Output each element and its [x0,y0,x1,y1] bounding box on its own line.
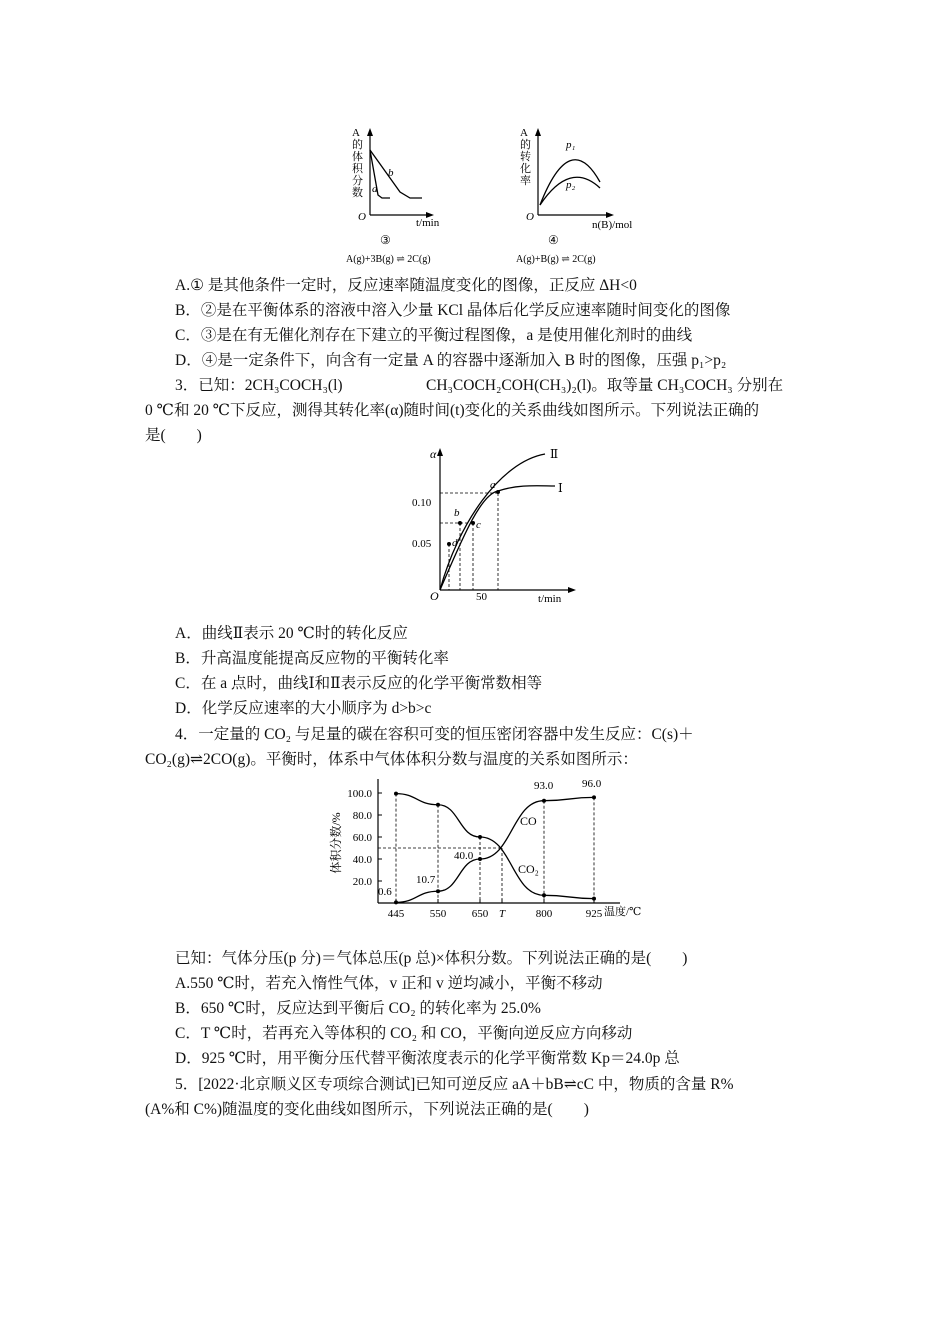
q4-ytick-4: 100.0 [347,788,372,800]
g3-xlabel: t/min [416,217,440,229]
q4-xtick-5: 925 [585,908,603,920]
q4-chart [320,775,660,925]
q3-option-d[interactable]: D．化学反应速率的大小顺序为 d>b>c [175,700,432,717]
q2-option-b[interactable]: B．②是在平衡体系的溶液中溶入少量 KCl 晶体后化学反应速率随时间变化的图像 [175,302,731,319]
q4-xlabel: 温度/℃ [604,906,642,918]
q3-label-c: c [476,519,481,531]
q4-label-40.0: 40.0 [454,850,474,862]
q4-label-0.6: 0.6 [378,886,392,898]
q3-stem-line3: 是( ) [145,427,202,444]
g3-curve-b: b [388,167,394,179]
g4-number: ④ [548,233,559,247]
figure-3-4 [330,120,650,270]
q4-stem-line1: 4．一定量的 CO₂ 与足量的碳在容积可变的恒压密闭容器中发生反应：C(s)＋ [175,726,694,743]
g4-ylabel-2: 转 [520,151,531,163]
q4-xtick-3: T [498,908,506,920]
g4-ylabel-0: A [520,127,528,139]
q3-ytick-005: 0.05 [412,538,432,550]
q4-xtick-4: 800 [535,908,553,920]
q4-point-co2-925 [592,897,596,901]
q5-stem-line2: (A%和 C%)随温度的变化曲线如图所示，下列说法正确的是( ) [145,1101,589,1118]
q4-ytick-0: 20.0 [352,876,372,888]
q3-option-b[interactable]: B．升高温度能提高反应物的平衡转化率 [175,650,449,667]
q3-curve-II [440,454,545,590]
q5-stem-line1: 5．[2022·北京顺义区专项综合测试]已知可逆反应 aA＋bB⇌cC 中，物质的含量 R% [175,1076,734,1093]
q4-point-co-800 [542,799,546,803]
q4-point-co-650 [478,857,482,861]
g4-ylabel-1: 的 [520,139,531,151]
q4-point-co-445 [394,900,398,904]
q4-option-d[interactable]: D．925 ℃时，用平衡分压代替平衡浓度表示的化学平衡常数 Kp＝24.0p 总 [175,1050,680,1067]
q3-series-II-label: Ⅱ [550,447,559,461]
q3-point-c [471,521,475,525]
g3-equation: A(g)+3B(g) ⇌ 2C(g) [346,254,431,265]
q3-xlabel: t/min [538,593,562,605]
q2-option-a[interactable]: A.① 是其他条件一定时，反应速率随温度变化的图像，正反应 ΔH<0 [175,277,637,294]
graph-3 [346,127,440,265]
g4-curve-p2: p₂ [566,179,576,191]
q3-point-a [496,490,500,494]
q4-series-co-line [396,797,594,902]
q3-ytick-010: 0.10 [412,497,432,509]
q4-ylabel: 体积分数/% [329,812,343,874]
q3-chart [400,444,590,609]
g3-ylabel-3: 积 [352,163,363,175]
q4-point-co2-650 [478,835,482,839]
q2-option-d[interactable]: D．④是一定条件下，向含有一定量 A 的容器中逐渐加入 B 时的图像，压强 p₁>p₂ [175,352,727,369]
g4-curve-p1: p₁ [566,139,576,151]
q4-known: 已知：气体分压(p 分)＝气体总压(p 总)×体积分数。下列说法正确的是( ) [175,950,688,967]
g3-ylabel-2: 体 [352,151,363,163]
graph-4 [516,127,632,265]
q3-label-d: d [452,537,458,549]
q3-option-a[interactable]: A．曲线Ⅱ表示 20 ℃时的转化反应 [175,625,408,642]
q4-ytick-1: 40.0 [352,854,372,866]
q3-ylabel: α [430,447,437,461]
q4-ytick-2: 60.0 [352,832,372,844]
q2-option-c[interactable]: C．③是在有无催化剂存在下建立的平衡过程图像，a 是使用催化剂时的曲线 [175,327,693,344]
q3-xtick-50: 50 [476,591,487,603]
q4-label-93.0: 93.0 [534,780,554,792]
g4-equation: A(g)+B(g) ⇌ 2C(g) [516,254,596,265]
q4-label-10.7: 10.7 [416,874,436,886]
q3-stem-line1-left: 3．已知：2CH₃COCH₃(l) [175,377,343,394]
q4-xtick-0: 445 [387,908,405,920]
g3-ylabel-4: 分 [352,175,363,187]
q3-label-a: a [490,479,496,491]
q3-series-I-label: Ⅰ [558,481,563,495]
g3-ylabel-1: 的 [352,139,363,151]
q3-label-b: b [454,507,460,519]
g4-ylabel-4: 率 [520,175,531,187]
q4-point-co2-550 [436,803,440,807]
q3-origin: O [430,589,439,603]
g4-origin: O [526,211,534,223]
q4-point-co-550 [436,889,440,893]
g3-ylabel-0: A [352,127,360,139]
q4-point-co-925 [592,795,596,799]
q4-stem-line2: CO₂(g)⇌2CO(g)。平衡时，体系中气体体积分数与温度的关系如图所示： [145,751,638,768]
g3-curve-a: a [372,183,378,195]
q4-point-co2-800 [542,893,546,897]
q3-stem-line2: 0 ℃和 20 ℃下反应，测得其转化率(α)随时间(t)变化的关系曲线如图所示。下列说法正确的 [145,402,760,419]
q4-series-co2-label: CO₂ [518,862,539,876]
q3-point-b [458,521,462,525]
g3-ylabel-5: 数 [352,187,363,199]
q4-xtick-1: 550 [429,908,447,920]
q3-point-d [447,542,451,546]
g3-origin: O [358,211,366,223]
g4-xlabel: n(B)/mol [592,219,633,231]
q4-series-co-label: CO [520,814,537,828]
q3-stem-line1-right: CH₃COCH₂COH(CH₃)₂(l)。取等量 CH₃COCH₃ 分别在 [426,377,784,394]
q3-option-c[interactable]: C．在 a 点时，曲线Ⅰ和Ⅱ表示反应的化学平衡常数相等 [175,675,543,692]
q4-option-b[interactable]: B．650 ℃时，反应达到平衡后 CO₂ 的转化率为 25.0% [175,1000,541,1017]
g4-ylabel-3: 化 [520,163,531,175]
q4-label-96.0: 96.0 [582,778,602,790]
q4-xtick-2: 650 [471,908,489,920]
q4-ytick-3: 80.0 [352,810,372,822]
g3-number: ③ [380,233,391,247]
q4-option-a[interactable]: A.550 ℃时，若充入惰性气体，v 正和 v 逆均减小，平衡不移动 [175,975,603,992]
q4-option-c[interactable]: C．T ℃时，若再充入等体积的 CO₂ 和 CO，平衡向逆反应方向移动 [175,1025,633,1042]
q4-point-co2-445 [394,792,398,796]
